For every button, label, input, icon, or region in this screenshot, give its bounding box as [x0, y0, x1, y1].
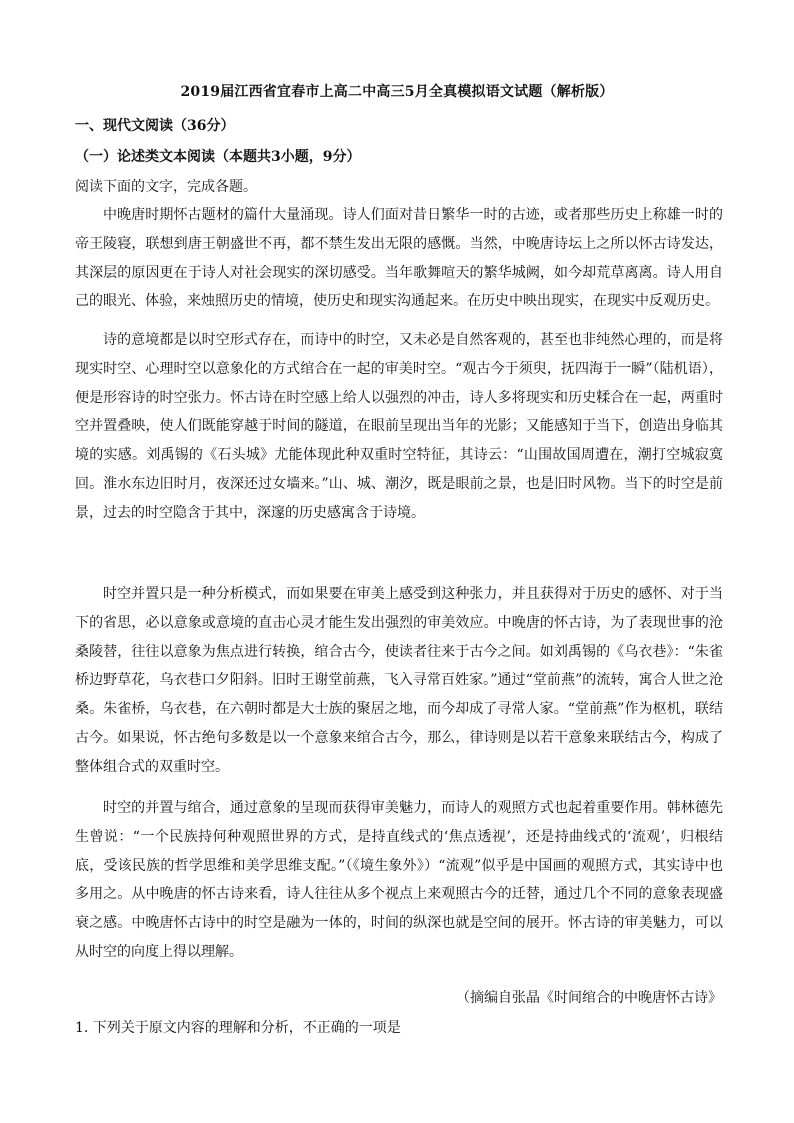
question-1: 1. 下列关于原文内容的理解和分析，不正确的一项是	[75, 1020, 401, 1036]
paragraph-3: 时空并置只是一种分析模式，而如果要在审美上感受到这种张力，并且获得对于历史的感怀、对于当下的省思，必以意象或意境的直击心灵才能生发出强烈的审美效应。中晚唐的怀古诗，为了表现世事的沧桑陵替，往往以意象为焦点进行转换，绾合古今，使读者往来于古今之间。如刘禹锡的《乌衣巷》：“朱雀桥边野草花，乌衣巷口夕阳斜。旧时王谢堂前燕，飞入寻常百姓家。”通过“堂前燕”的流转，寓合人世之沧桑。朱雀桥，乌衣巷，在六朝时都是大士族的聚居之地，而今却成了寻常人家。“堂前燕”作为枢机，联结古今。如果说，怀古绝句多数是以一个意象来绾合古今，那么，律诗则是以若干意象来联结古今，构成了整体组合式的双重时空。	[75, 586, 723, 775]
paragraph-1: 中晚唐时期怀古题材的篇什大量涌现。诗人们面对昔日繁华一时的古迹，或者那些历史上称雄一时的帝王陵寝，联想到唐王朝盛世不再，都不禁生发出无限的感慨。当然，中晚唐诗坛上之所以怀古诗发达，其深层的原因更在于诗人对社会现实的深切感受。当年歌舞喧天的繁华城阙，如今却荒草离离。诗人用自己的眼光、体验，来烛照历史的情境，使历史和现实沟通起来。在历史中映出现实，在现实中反观历史。	[75, 207, 723, 310]
section-heading: 一、现代文阅读（36分）	[75, 118, 235, 134]
paragraph-4: 时空的并置与绾合，通过意象的呈现而获得审美魅力，而诗人的观照方式也起着重要作用。韩林德先生曾说：“一个民族持何种观照世界的方式，是持直线式的‘焦点透视’，还是持曲线式的‘流观’，归根结底，受该民族的哲学思维和美学思维支配。”（《境生象外》）“流观”似乎是中国画的观照方式，其实诗中也多用之。从中晚唐的怀古诗来看，诗人往往从多个视点上来观照古今的迁替，通过几个不同的意象表现盛衰之感。中晚唐怀古诗中的时空是融为一体的，时间的纵深也就是空间的展开。怀古诗的审美魅力，可以从时空的向度上得以理解。	[75, 800, 723, 960]
instruction-text: 阅读下面的文字，完成各题。	[75, 179, 257, 195]
document-title: 2019届江西省宜春市上高二中高三5月全真模拟语文试题（解析版）	[180, 84, 614, 100]
subsection-heading: （一）论述类文本阅读（本题共3小题，9分）	[75, 149, 361, 165]
paragraph-2: 诗的意境都是以时空形式存在，而诗中的时空，又未必是自然客观的，甚至也非纯然心理的，而是将现实时空、心理时空以意象化的方式绾合在一起的审美时空。“观古今于须臾，抚四海于一瞬”（陆机语），便是形容诗的时空张力。怀古诗在时空感上给人以强烈的冲击，诗人多将现实和历史糅合在一起，两重时空并置叠映，使人们既能穿越于时间的隧道，在眼前呈现出当年的光影；又能感知于当下，创造出身临其境的实感。刘禹锡的《石头城》尤能体现此种双重时空特征，其诗云：“山围故国周遭在，潮打空城寂寞回。淮水东边旧时月，夜深还过女墙来。”山、城、潮汐，既是眼前之景，也是旧时风物。当下的时空是前景，过去的时空隐含于其中，深邃的历史感寓含于诗境。	[75, 332, 723, 521]
source-citation: （摘编自张晶《时间绾合的中晚唐怀古诗》	[456, 990, 722, 1006]
